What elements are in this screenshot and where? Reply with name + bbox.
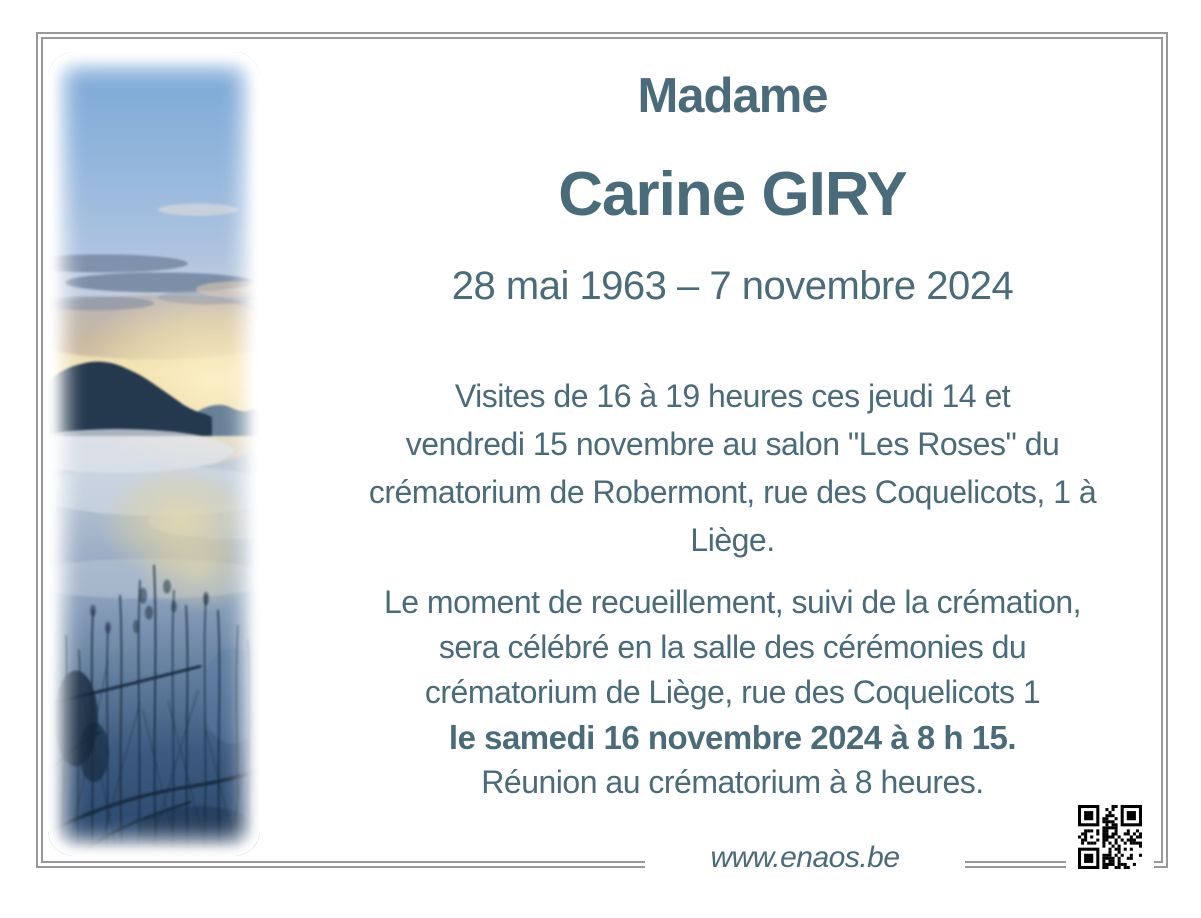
announcement-text-column (315, 70, 1150, 805)
ceremony-paragraph: Le moment de recueillement, suivi de la crémation, sera célébré en la salle des cérémonies du crématorium de Liège, rue des Coquelicots 1 (383, 584, 1082, 710)
ceremony-datetime: le samedi 16 novembre 2024 à 8 h 15. (448, 719, 1017, 756)
visitation-paragraph: Visites de 16 à 19 heures ces jeudi 14 et vendredi 15 novembre au salon "Les Roses" du crématorium de Robermont, rue des Coquelicots, 1 à Liège. (368, 378, 1097, 558)
website-link[interactable]: www.enaos.be (645, 834, 965, 882)
lake-sunrise-photo (48, 52, 260, 856)
meeting-info: Réunion au crématorium à 8 heures. (481, 764, 984, 800)
deceased-name: Carine GIRY (558, 160, 907, 229)
life-dates: 28 mai 1963 – 7 novembre 2024 (451, 264, 1014, 308)
honorific-title: Madame (637, 69, 828, 123)
qr-code (1066, 796, 1154, 878)
lake-sunrise-illustration (48, 52, 260, 856)
qr-code-graphic (1078, 805, 1142, 869)
